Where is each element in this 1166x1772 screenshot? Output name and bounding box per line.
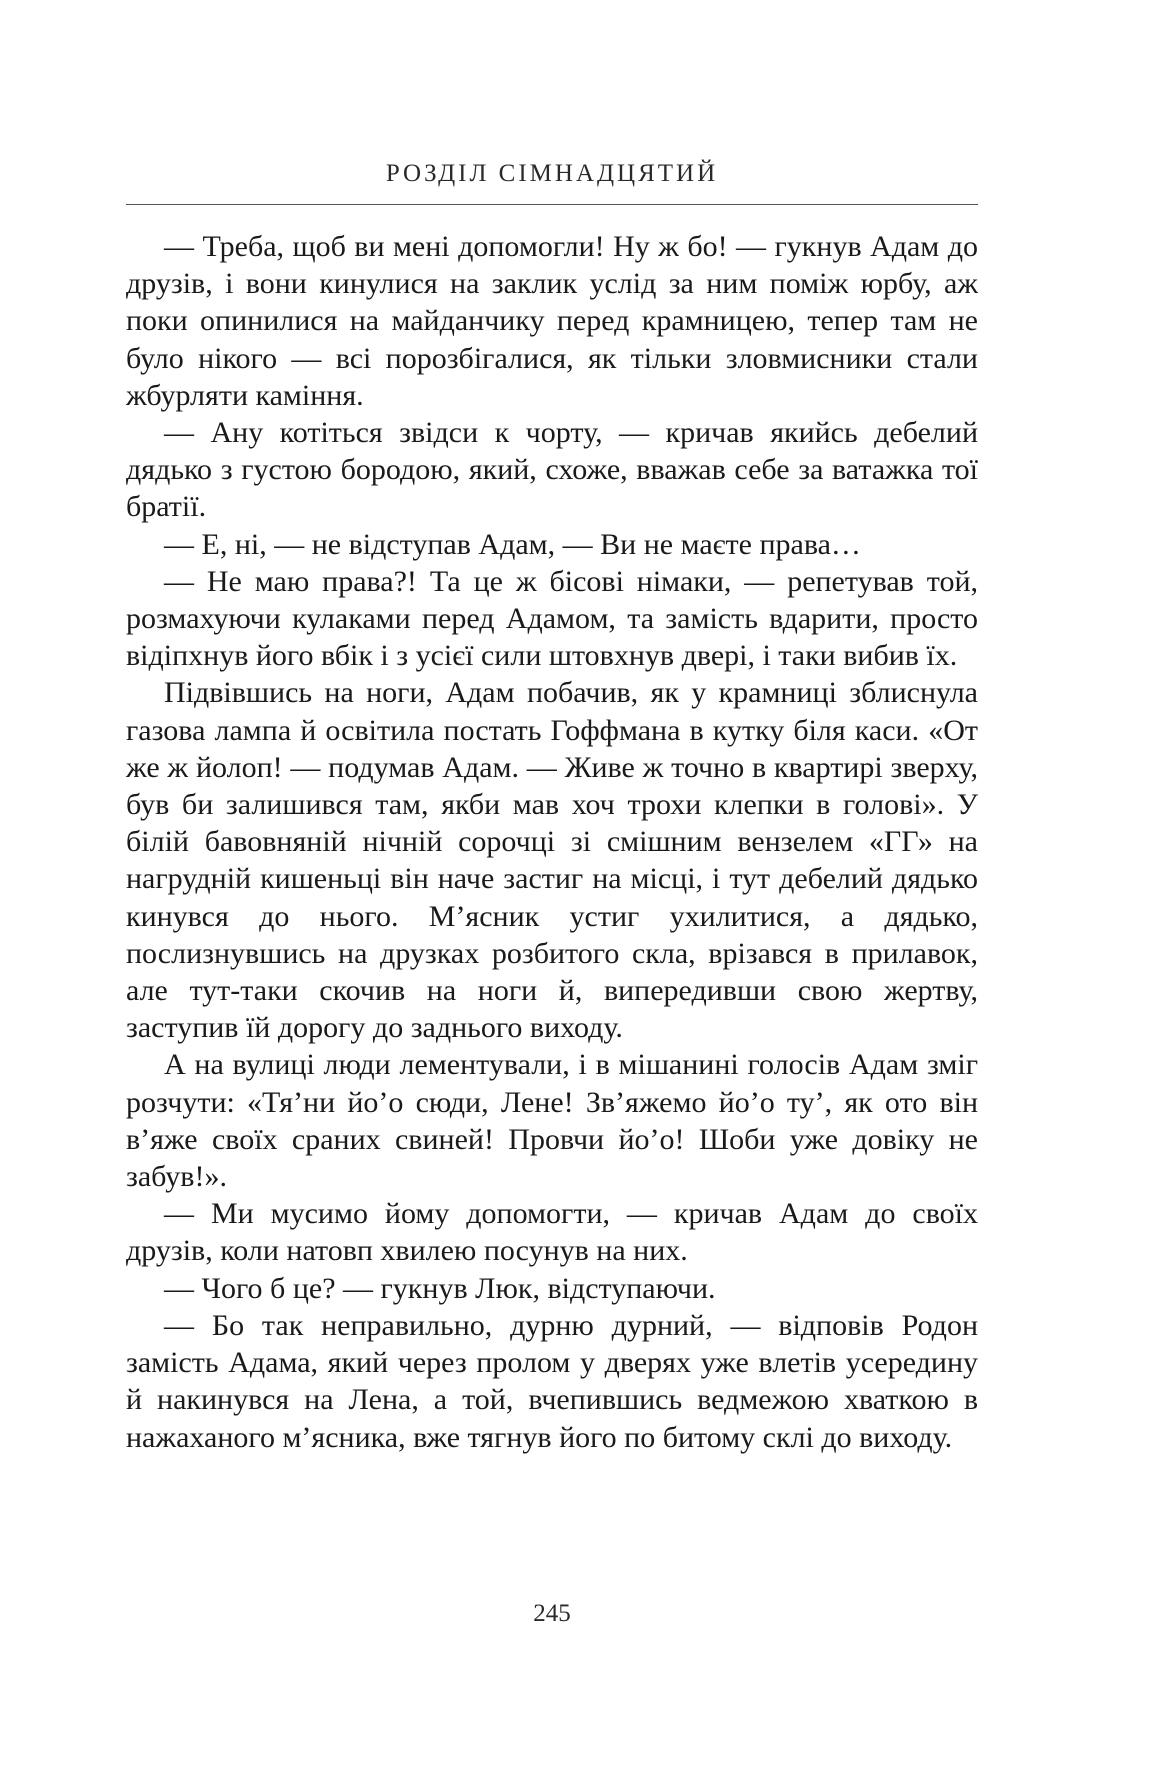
running-head-title: РОЗДІЛ СІМНАДЦЯТИЙ	[385, 160, 719, 187]
body-text	[126, 228, 978, 1456]
paragraph: — Бо так неправильно, дурню дурний, — відповів Родон замість Адама, який через пролом у дверях уже влетів усередину й накинувся на Лена, а той, вчепившись ведмежою хваткою в нажаханого м’ясника, вже тягнув його по битому склі до виходу.	[126, 1308, 978, 1454]
paragraph: — Не маю права?! Та це ж бісові німаки, — репетував той, розмахуючи кулаками перед Адамом, та замість вдарити, просто відіпхнув його вбік і з усієї сили штовхнув двері, і таки вибив їх.	[126, 564, 978, 673]
paragraph: — Е, ні, — не відступав Адам, — Ви не маєте права…	[164, 527, 861, 561]
page-number: 245	[533, 1600, 571, 1627]
paragraph: — Ану котіться звідси к чорту, — кричав якийсь дебелий дядько з густою бородою, який, схоже, вважав себе за ватажка тої братії.	[126, 416, 978, 524]
paragraph: Підвівшись на ноги, Адам побачив, як у крамниці зблиснула газова лампа й освітила постать Гоффмана в кутку біля каси. «От же ж йолоп! — подумав Адам. — Живе ж точно в квартирі зверху, був би залишився там, якби мав хоч трохи клепки в голові». У білій бавовняній нічній сорочці зі смішним вензелем «ГГ» на нагрудній кишеньці він наче застиг на місці, і тут дебелий дядько кинувся до нього. М’ясник устиг ухилитися, а дядько, послизнувшись на друзках розбитого скла, врізався в прилавок, але тут-таки скочив на ноги й, випередивши свою жертву, заступив їй дорогу до заднього виходу.	[126, 676, 978, 1045]
header-divider	[126, 204, 978, 205]
paragraph: — Треба, щоб ви мені допомогли! Ну ж бо! — гукнув Адам до друзів, і вони кинулися на заклик услід за ним поміж юрбу, аж поки опинилися на майданчику перед крамницею, тепер там не було нікого — всі порозбігалися, як тільки зловмисники стали жбурляти каміння.	[126, 230, 978, 412]
paragraph: — Ми мусимо йому допомогти, — кричав Адам до своїх друзів, коли натовп хвилею посунув на них.	[126, 1197, 978, 1268]
paragraph: А на вулиці люди лементували, і в мішанині голосів Адам зміг розчути: «Тя’ни йо’о сюди, Лене! Зв’яжемо йо’о ту’, як ото він в’яже своїх сраних свиней! Провчи йо’о! Шоби уже довіку не забув!».	[126, 1048, 978, 1194]
paragraph: — Чого б це? — гукнув Люк, відступаючи.	[164, 1271, 716, 1305]
